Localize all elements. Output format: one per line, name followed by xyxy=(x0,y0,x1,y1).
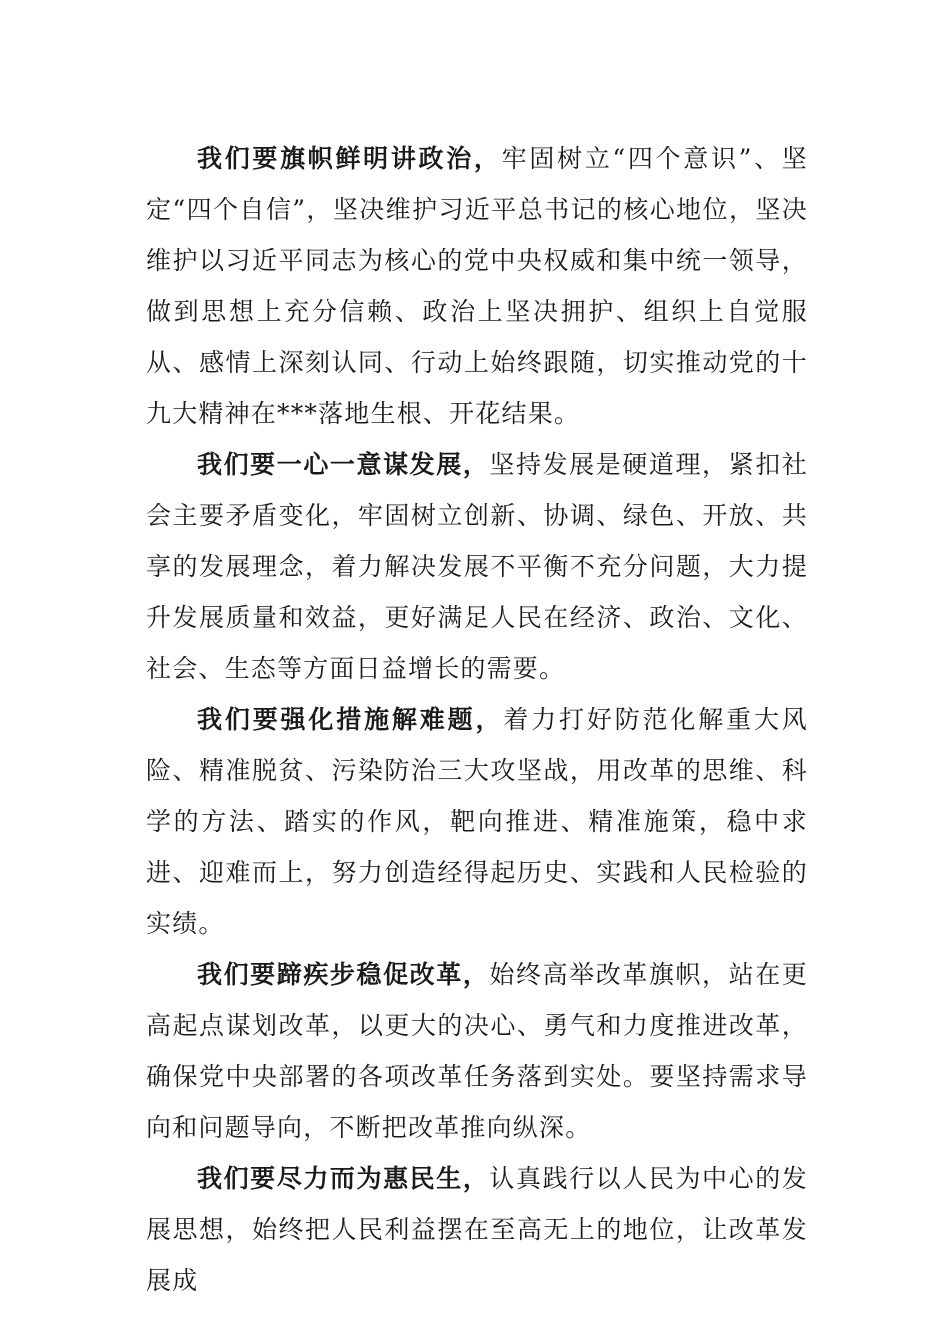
paragraph-text: 始终高举改革旗帜，站在更高起点谋划改革，以更大的决心、勇气和力度推进改革，确保党中央部署的各项改革任务落到实处。要坚持需求导向和问题导向，不断把改革推向纵深。 xyxy=(146,960,809,1142)
paragraph-development xyxy=(146,439,808,694)
paragraph-lead: 我们要一心一意谋发展， xyxy=(197,450,490,479)
paragraph-text: 牢固树立“四个意识”、坚定“四个自信”，坚决维护习近平总书记的核心地位，坚决维护以习近平同志为核心的党中央权威和集中统一领导，做到思想上充分信赖、政治上坚决拥护、组织上自觉服从、感情上深刻认同、行动上始终跟随，切实推动党的十九大精神在***落地生根、开花结果。 xyxy=(146,144,809,428)
document-body xyxy=(146,133,808,1306)
paragraph-livelihood xyxy=(146,1153,808,1306)
paragraph-measures xyxy=(146,694,808,949)
paragraph-lead: 我们要蹄疾步稳促改革， xyxy=(197,960,490,989)
paragraph-lead: 我们要尽力而为惠民生， xyxy=(197,1164,490,1193)
paragraph-politics xyxy=(146,133,808,439)
paragraph-text: 认真践行以人民为中心的发展思想，始终把人民利益摆在至高无上的地位，让改革发展成 xyxy=(146,1164,809,1295)
paragraph-reform xyxy=(146,949,808,1153)
paragraph-text: 坚持发展是硬道理，紧扣社会主要矛盾变化，牢固树立创新、协调、绿色、开放、共享的发展理念，着力解决发展不平衡不充分问题，大力提升发展质量和效益，更好满足人民在经济、政治、文化、社会、生态等方面日益增长的需要。 xyxy=(146,450,809,683)
paragraph-text: 着力打好防范化解重大风险、精准脱贫、污染防治三大攻坚战，用改革的思维、科学的方法、踏实的作风，靶向推进、精准施策，稳中求进、迎难而上，努力创造经得起历史、实践和人民检验的实绩。 xyxy=(146,705,809,938)
paragraph-lead: 我们要旗帜鲜明讲政治， xyxy=(197,144,502,173)
paragraph-lead: 我们要强化措施解难题， xyxy=(197,705,504,734)
